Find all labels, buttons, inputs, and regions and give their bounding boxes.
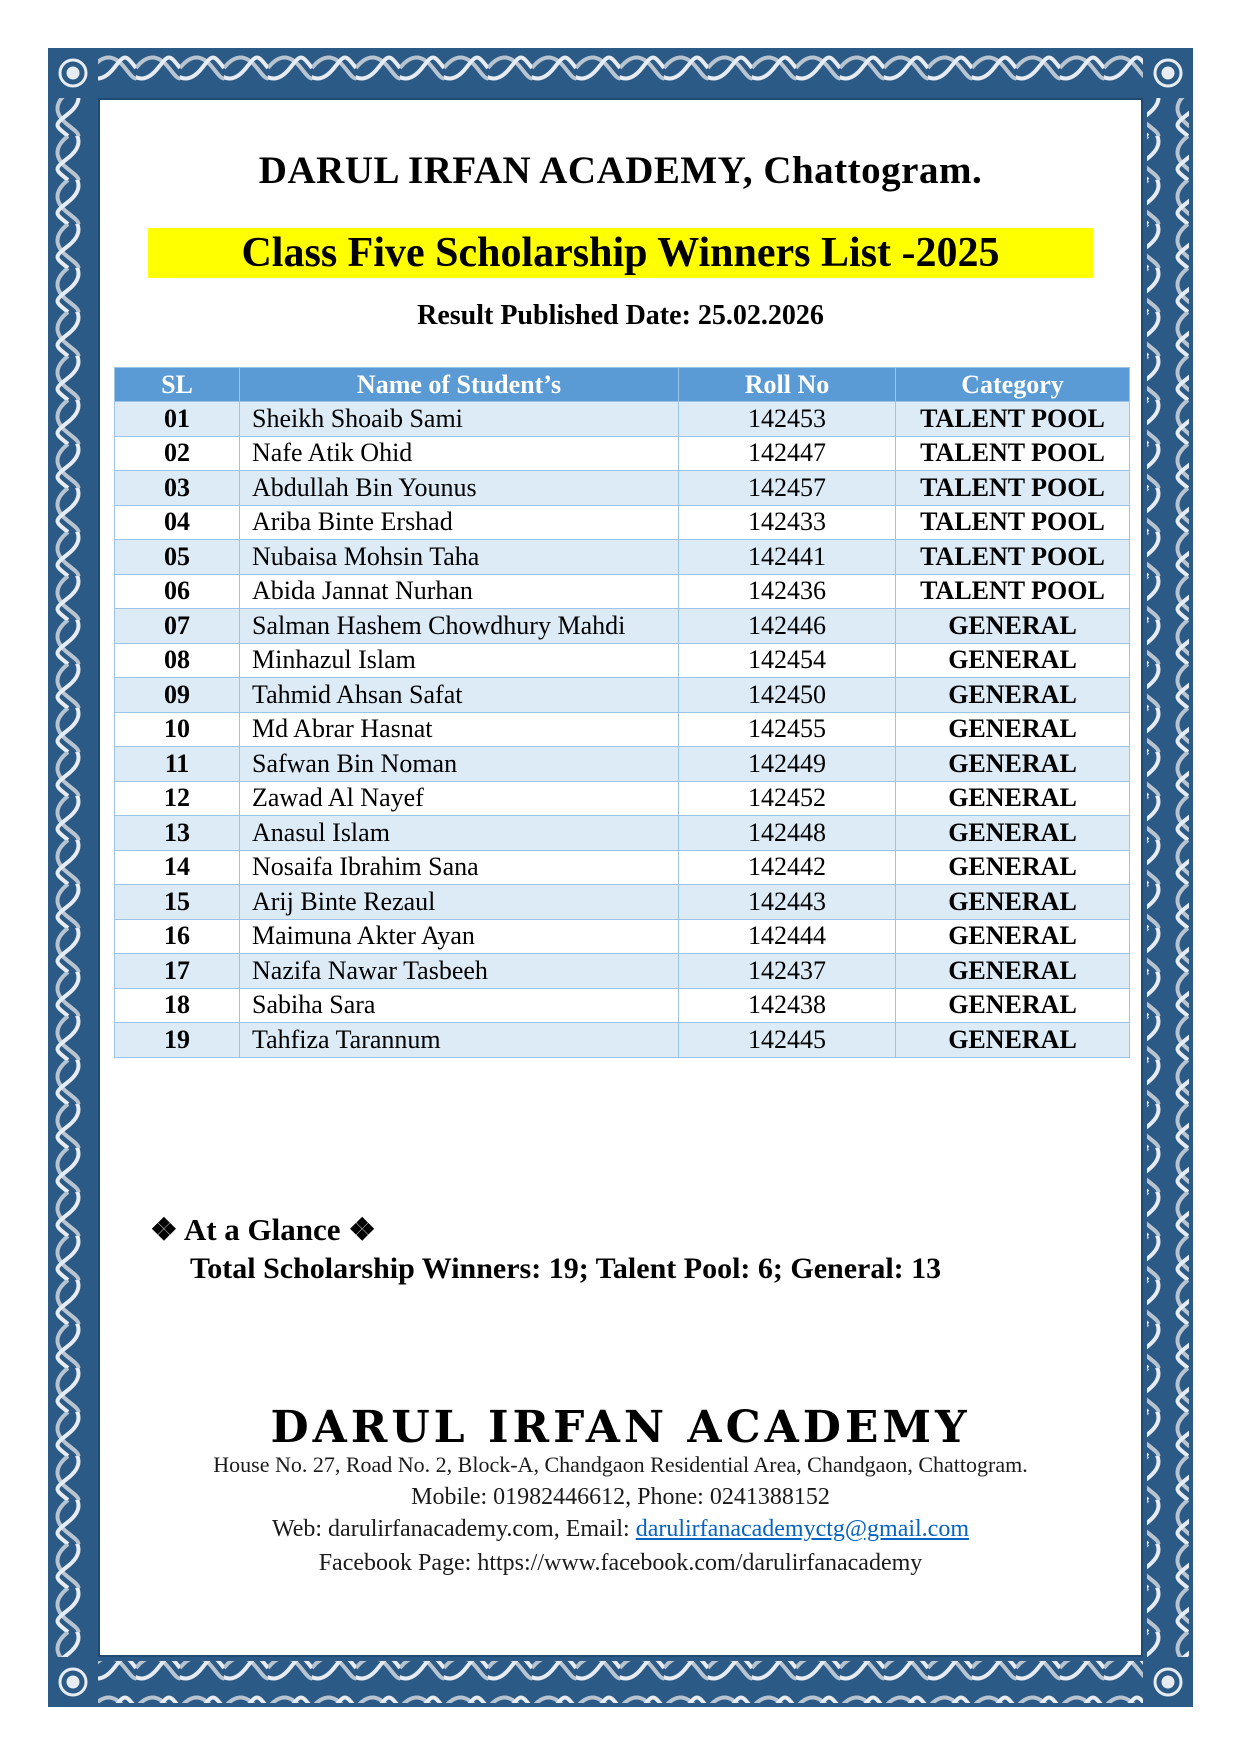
cell-sl: 03 xyxy=(115,471,240,506)
column-header-roll: Roll No xyxy=(679,368,896,402)
published-date: Result Published Date: 25.02.2026 xyxy=(417,300,824,331)
cell-category: TALENT POOL xyxy=(896,574,1130,609)
table-row xyxy=(115,1023,1130,1058)
glance-heading: ❖ At a Glance ❖ xyxy=(150,1212,377,1247)
cell-name: Tahmid Ahsan Safat xyxy=(240,678,679,713)
cell-roll: 142445 xyxy=(679,1023,896,1058)
cell-name: Anasul Islam xyxy=(240,816,679,851)
table-row xyxy=(115,954,1130,989)
cell-sl: 12 xyxy=(115,781,240,816)
cell-name: Nosaifa Ibrahim Sana xyxy=(240,850,679,885)
column-header-category: Category xyxy=(896,368,1130,402)
footer-facebook: Facebook Page: https://www.facebook.com/darulirfanacademy xyxy=(318,1550,923,1576)
cell-category: GENERAL xyxy=(896,816,1130,851)
cell-roll: 142437 xyxy=(679,954,896,989)
winners-table xyxy=(114,367,1130,1058)
cell-sl: 06 xyxy=(115,574,240,609)
cell-category: TALENT POOL xyxy=(896,471,1130,506)
column-header-name: Name of Student’s xyxy=(240,368,679,402)
cell-category: TALENT POOL xyxy=(896,402,1130,437)
cell-roll: 142438 xyxy=(679,988,896,1023)
cell-sl: 08 xyxy=(115,643,240,678)
table-row xyxy=(115,540,1130,575)
cell-name: Maimuna Akter Ayan xyxy=(240,919,679,954)
cell-roll: 142454 xyxy=(679,643,896,678)
table-row xyxy=(115,609,1130,644)
cell-category: GENERAL xyxy=(896,919,1130,954)
cell-category: GENERAL xyxy=(896,850,1130,885)
table-row xyxy=(115,712,1130,747)
table-row xyxy=(115,436,1130,471)
cell-name: Md Abrar Hasnat xyxy=(240,712,679,747)
cell-roll: 142444 xyxy=(679,919,896,954)
cell-sl: 09 xyxy=(115,678,240,713)
cell-sl: 14 xyxy=(115,850,240,885)
table-row xyxy=(115,747,1130,782)
cell-name: Abida Jannat Nurhan xyxy=(240,574,679,609)
footer-web-prefix: Web: darulirfanacademy.com, Email: xyxy=(272,1516,636,1542)
table-row xyxy=(115,781,1130,816)
cell-category: GENERAL xyxy=(896,747,1130,782)
table-row xyxy=(115,643,1130,678)
cell-sl: 15 xyxy=(115,885,240,920)
cell-roll: 142447 xyxy=(679,436,896,471)
cell-roll: 142448 xyxy=(679,816,896,851)
cell-name: Nubaisa Mohsin Taha xyxy=(240,540,679,575)
cell-sl: 13 xyxy=(115,816,240,851)
cell-name: Tahfiza Tarannum xyxy=(240,1023,679,1058)
cell-category: GENERAL xyxy=(896,1023,1130,1058)
cell-name: Safwan Bin Noman xyxy=(240,747,679,782)
cell-roll: 142450 xyxy=(679,678,896,713)
email-link[interactable]: darulirfanacademyctg@gmail.com xyxy=(635,1516,969,1542)
cell-category: GENERAL xyxy=(896,609,1130,644)
table-row xyxy=(115,988,1130,1023)
footer-address: House No. 27, Road No. 2, Block-A, Chandgaon Residential Area, Chandgaon, Chattogram. xyxy=(213,1452,1028,1477)
cell-roll: 142457 xyxy=(679,471,896,506)
footer-web xyxy=(0,1516,1241,1543)
cell-roll: 142442 xyxy=(679,850,896,885)
cell-name: Nazifa Nawar Tasbeeh xyxy=(240,954,679,989)
cell-sl: 10 xyxy=(115,712,240,747)
glance-summary: Total Scholarship Winners: 19; Talent Pool: 6; General: 13 xyxy=(190,1252,942,1285)
cell-name: Minhazul Islam xyxy=(240,643,679,678)
column-header-sl: SL xyxy=(115,368,240,402)
cell-name: Nafe Atik Ohid xyxy=(240,436,679,471)
cell-category: GENERAL xyxy=(896,954,1130,989)
cell-sl: 01 xyxy=(115,402,240,437)
table-row xyxy=(115,471,1130,506)
cell-sl: 02 xyxy=(115,436,240,471)
cell-category: TALENT POOL xyxy=(896,436,1130,471)
cell-category: GENERAL xyxy=(896,781,1130,816)
cell-sl: 18 xyxy=(115,988,240,1023)
cell-roll: 142453 xyxy=(679,402,896,437)
cell-name: Arij Binte Rezaul xyxy=(240,885,679,920)
cell-name: Salman Hashem Chowdhury Mahdi xyxy=(240,609,679,644)
cell-sl: 19 xyxy=(115,1023,240,1058)
cell-sl: 05 xyxy=(115,540,240,575)
cell-roll: 142443 xyxy=(679,885,896,920)
cell-roll: 142452 xyxy=(679,781,896,816)
cell-roll: 142455 xyxy=(679,712,896,747)
cell-category: GENERAL xyxy=(896,678,1130,713)
table-row xyxy=(115,402,1130,437)
list-title: Class Five Scholarship Winners List -2025 xyxy=(148,228,1093,278)
cell-name: Zawad Al Nayef xyxy=(240,781,679,816)
cell-sl: 16 xyxy=(115,919,240,954)
cell-sl: 17 xyxy=(115,954,240,989)
cell-roll: 142433 xyxy=(679,505,896,540)
cell-sl: 11 xyxy=(115,747,240,782)
academy-title: DARUL IRFAN ACADEMY, Chattogram. xyxy=(258,149,983,192)
table-row xyxy=(115,505,1130,540)
cell-name: Sabiha Sara xyxy=(240,988,679,1023)
table-header-row xyxy=(115,368,1130,402)
table-row xyxy=(115,574,1130,609)
cell-category: TALENT POOL xyxy=(896,540,1130,575)
table-row xyxy=(115,816,1130,851)
footer-contact: Mobile: 01982446612, Phone: 0241388152 xyxy=(411,1484,830,1510)
table-row xyxy=(115,919,1130,954)
cell-roll: 142441 xyxy=(679,540,896,575)
cell-roll: 142449 xyxy=(679,747,896,782)
cell-roll: 142446 xyxy=(679,609,896,644)
cell-category: GENERAL xyxy=(896,712,1130,747)
table-row xyxy=(115,850,1130,885)
cell-sl: 04 xyxy=(115,505,240,540)
table-row xyxy=(115,678,1130,713)
cell-category: GENERAL xyxy=(896,643,1130,678)
footer-academy-name: DARUL IRFAN ACADEMY xyxy=(270,1402,971,1453)
cell-sl: 07 xyxy=(115,609,240,644)
cell-category: GENERAL xyxy=(896,988,1130,1023)
cell-category: GENERAL xyxy=(896,885,1130,920)
cell-roll: 142436 xyxy=(679,574,896,609)
cell-name: Sheikh Shoaib Sami xyxy=(240,402,679,437)
cell-name: Ariba Binte Ershad xyxy=(240,505,679,540)
cell-category: TALENT POOL xyxy=(896,505,1130,540)
cell-name: Abdullah Bin Younus xyxy=(240,471,679,506)
table-row xyxy=(115,885,1130,920)
